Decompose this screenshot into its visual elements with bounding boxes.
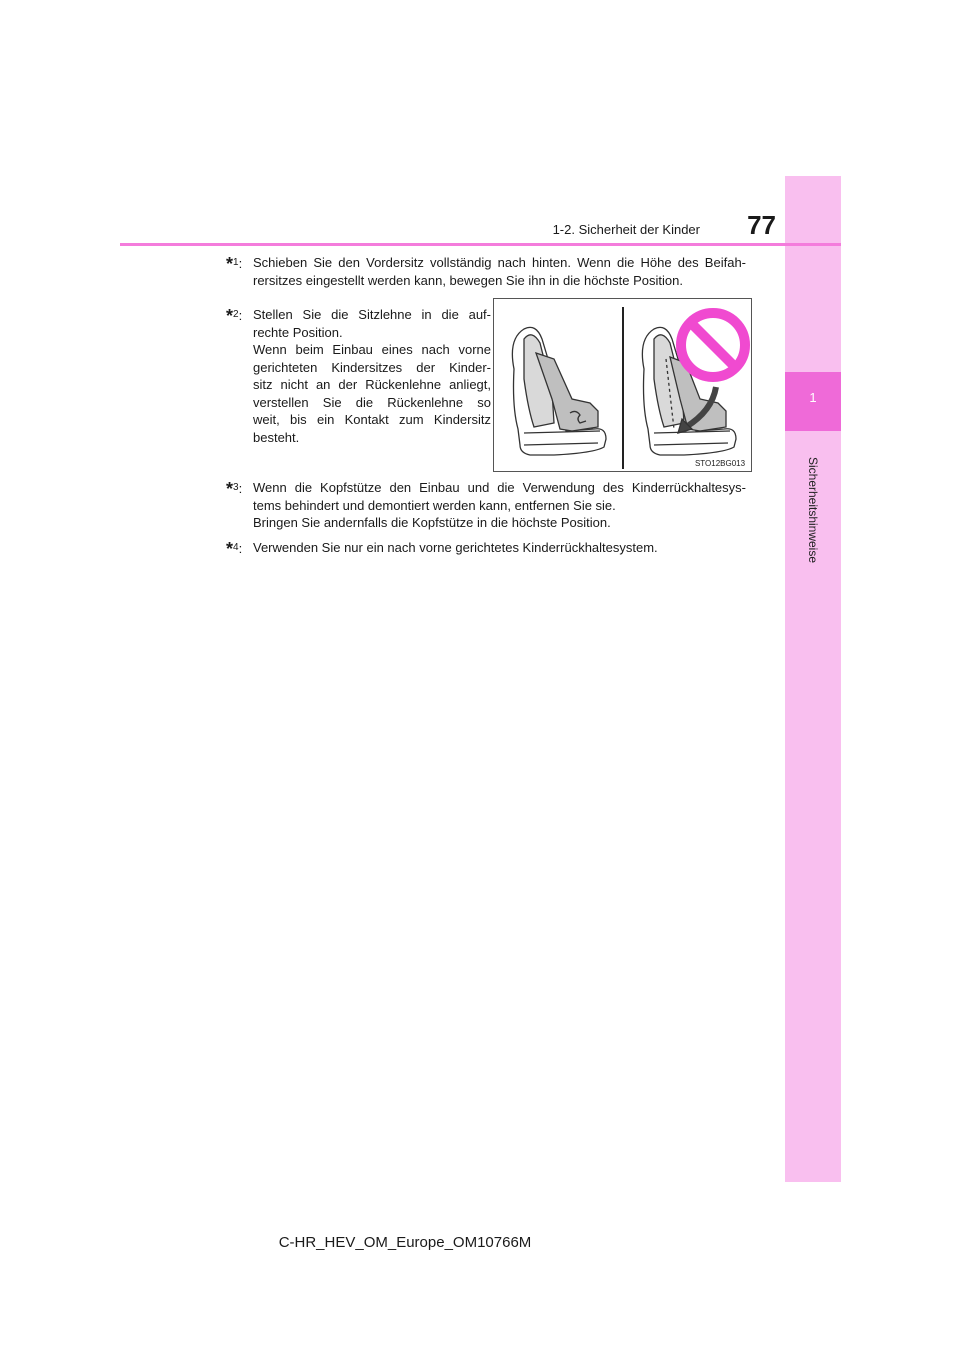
figure-code: STO12BG013 (694, 459, 746, 468)
footnote-line: tems behindert und demontiert werden kann, entfernen Sie sie. (253, 497, 616, 513)
footnote-line: Stellen Sie die Sitzlehne in die auf- (253, 307, 491, 322)
prohibition-icon (681, 313, 745, 377)
seat-illustration (493, 298, 752, 472)
footnote-line: Schieben Sie den Vordersitz vollständig nach hinten. Wenn die Höhe des Beifah- (253, 255, 746, 270)
chapter-label-text: Sicherheitshinweise (806, 456, 820, 564)
footnote-line: Verwenden Sie nur ein nach vorne gerichtetes Kinderrückhaltesystem. (253, 540, 658, 555)
document-code: C-HR_HEV_OM_Europe_OM10766M (278, 1234, 532, 1251)
footnote-line: Bringen Sie andernfalls die Kopfstütze in die höchste Position. (253, 515, 611, 530)
footnote-marker: *$^2$: (226, 306, 243, 326)
footnote-line: besteht. (253, 429, 300, 445)
chapter-side-tab (785, 176, 841, 1182)
footnote-line: Wenn beim Einbau eines nach vorne (253, 342, 491, 357)
footnote-line: verstellen Sie die Rückenlehne so (253, 394, 491, 410)
footnote-line: Wenn die Kopfstütze den Einbau und die Verwendung des Kinderrückhaltesys- (253, 480, 746, 495)
footnote-marker: *$^1$: (226, 254, 243, 274)
footnote-line: sitz nicht an der Rückenlehne anliegt, (253, 377, 491, 392)
header-divider (120, 243, 841, 246)
chapter-number: 1 (809, 390, 817, 405)
seat-illustration-svg (494, 299, 751, 471)
seat-left-drawing (512, 327, 606, 455)
page-number: 77 (747, 210, 776, 240)
footnote-line: rersitzes eingestellt werden kann, bewegen Sie ihn in die höchste Position. (253, 272, 683, 288)
footnote-marker: *$^4$: (226, 539, 243, 559)
footnote-line: rechte Position. (253, 324, 343, 340)
footnote-marker: *$^3$: (226, 479, 243, 499)
footnote-line: weit, bis ein Kontakt zum Kindersitz (253, 412, 491, 427)
footnote-line: gerichteten Kindersitzes der Kinder- (253, 359, 491, 375)
section-title: 1-2. Sicherheit der Kinder (552, 222, 700, 237)
